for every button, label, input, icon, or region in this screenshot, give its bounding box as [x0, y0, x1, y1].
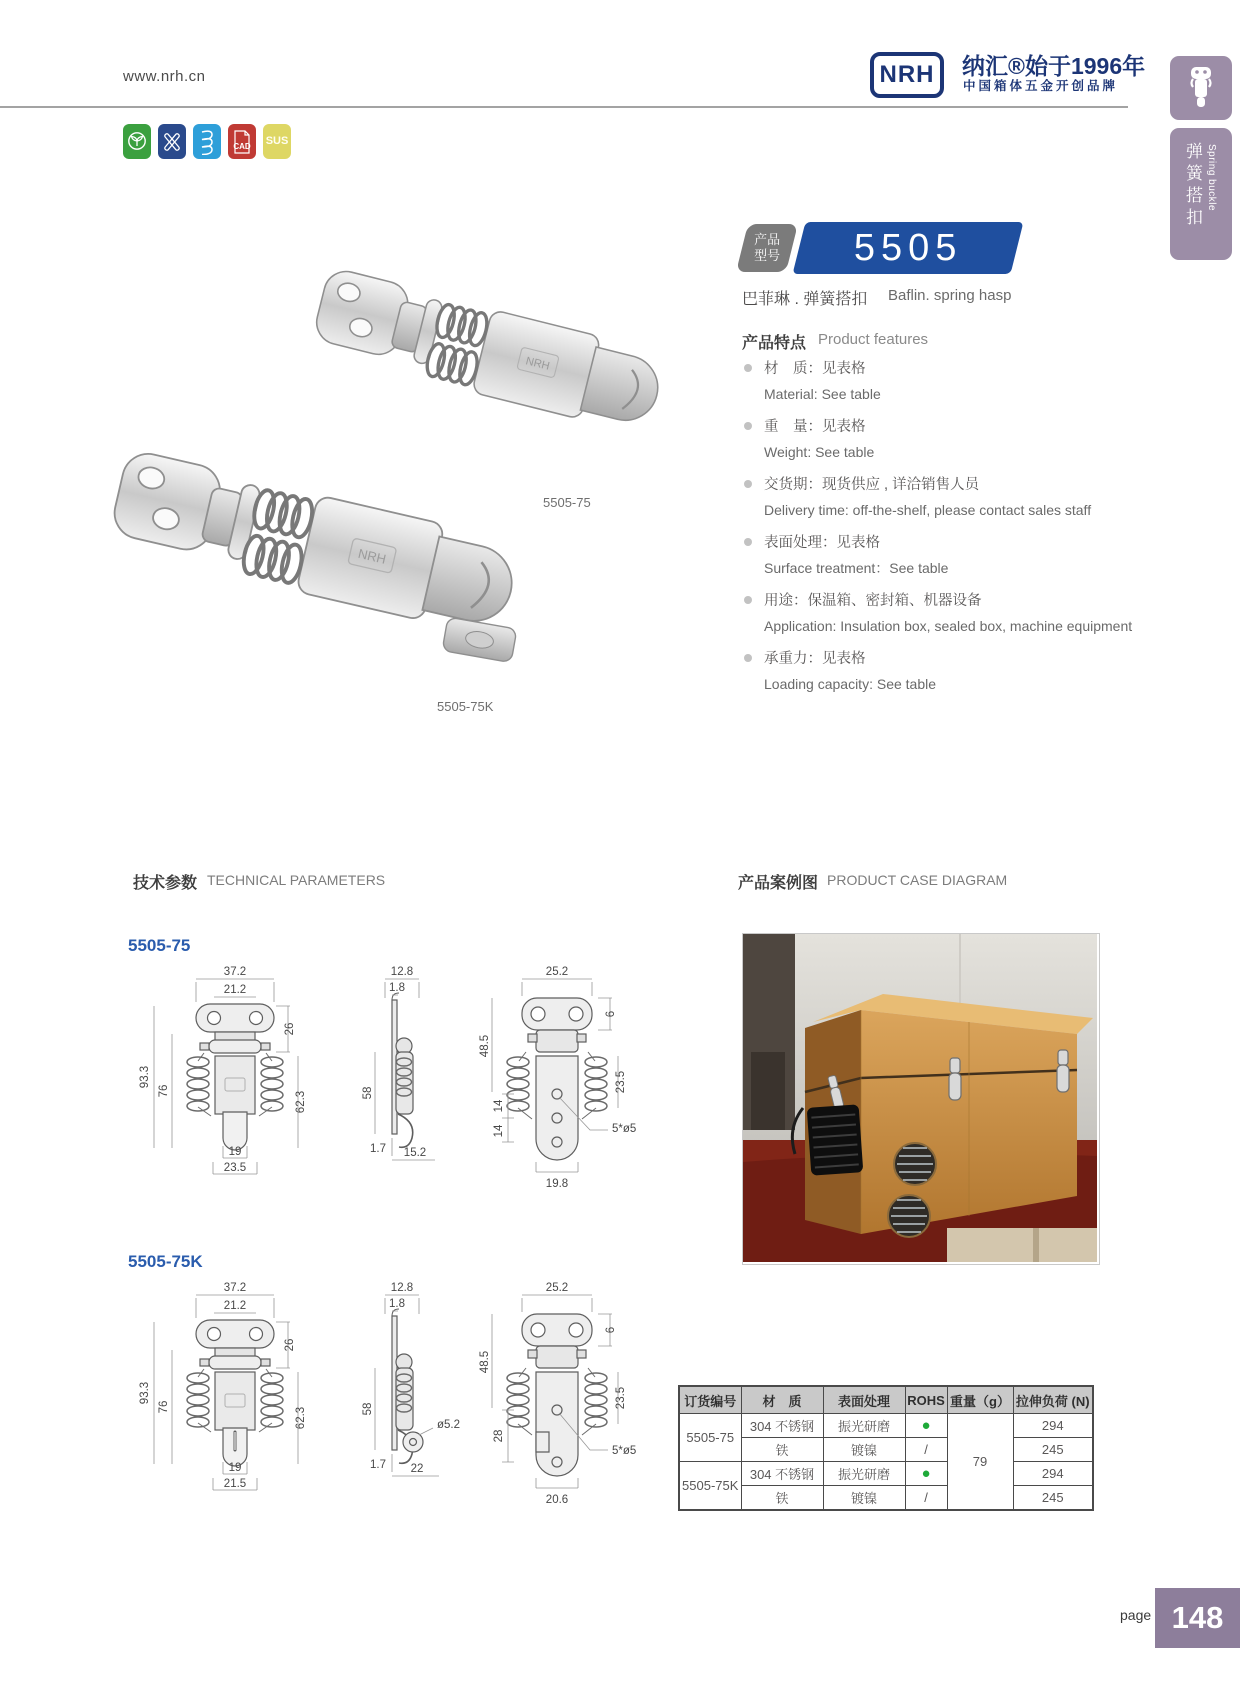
feature-en: Weight: See table: [764, 444, 875, 461]
cell-material: 铁: [741, 1486, 823, 1511]
sus-icon: [263, 124, 291, 159]
brand-title: 纳汇®始于1996年: [962, 53, 1146, 79]
dim: 23.5: [615, 1386, 627, 1410]
feature-en: Application: Insulation box, sealed box, machine equipment: [764, 618, 1133, 635]
cell-material: 304 不锈钢: [741, 1414, 823, 1438]
feature-zh: 交货期：现货供应 , 详洽销售人员: [742, 476, 1134, 494]
model-number: 5505: [853, 226, 963, 269]
category-label-box: [1170, 128, 1232, 260]
page-label: page: [1120, 1607, 1152, 1623]
tech-heading-zh: 技术参数: [133, 875, 198, 892]
dim: 37.2: [223, 1282, 247, 1294]
drawing-5505-75-rear: [462, 966, 647, 1191]
product-case-photo: [742, 933, 1100, 1265]
model-heading-5505-75K: 5505-75K: [128, 1252, 203, 1271]
dim: 1.8: [389, 982, 405, 994]
brand-subtitle: 中国箱体五金开创品牌: [963, 79, 1119, 93]
cell-material: 304 不锈钢: [741, 1462, 823, 1486]
dim: 26: [284, 1338, 296, 1352]
model-badge-number: [793, 222, 1024, 274]
dim: 25.2: [545, 966, 569, 978]
sus-label: SUS: [265, 135, 289, 147]
dim: 62.3: [295, 1406, 307, 1430]
features-heading-en: Product features: [818, 331, 929, 348]
col-rohs: ROHS: [905, 1386, 947, 1414]
rohs-pass-dot: ●: [921, 1465, 931, 1482]
dim: 14: [493, 1099, 505, 1113]
feature-zh: 承重力：见表格: [742, 650, 1134, 668]
dim: 15.2: [403, 1147, 427, 1159]
feature-en: Loading capacity: See table: [764, 676, 937, 693]
dim: 23.5: [615, 1070, 627, 1094]
photo-label-5505-75: 5505-75: [543, 495, 591, 510]
feature-en: Delivery time: off-the-shelf, please contact sales staff: [764, 502, 1092, 519]
drawing-5505-75-front: [130, 966, 345, 1191]
dim: 48.5: [479, 1350, 491, 1374]
col-material: 材 质: [741, 1386, 823, 1414]
table-row: [679, 1486, 1093, 1511]
cell-weight: 79: [947, 1414, 1013, 1511]
feature-item: [742, 476, 1134, 520]
case-heading-en: PRODUCT CASE DIAGRAM: [827, 872, 1008, 888]
cad-icon: [228, 124, 256, 159]
category-label-en: Spring buckle: [1206, 144, 1217, 212]
cell-rohs: [905, 1486, 947, 1511]
dim: 21.5: [223, 1478, 247, 1490]
table-row: [679, 1438, 1093, 1462]
feature-zh: 材 质：见表格: [742, 360, 1134, 378]
dim: 12.8: [390, 966, 414, 978]
cell-rohs: [905, 1462, 947, 1486]
rohs-na: /: [924, 1490, 928, 1505]
dim: 28: [493, 1429, 505, 1443]
feature-zh: 重 量：见表格: [742, 418, 1134, 436]
category-hasp-icon: [1170, 56, 1232, 120]
cell-load: 245: [1013, 1438, 1093, 1462]
rohs-pass-dot: ●: [921, 1417, 931, 1434]
drawing-5505-75K-front: [130, 1282, 345, 1507]
dim: 1.7: [370, 1143, 386, 1155]
dim: 19.8: [545, 1178, 569, 1190]
cell-surface: 镀镍: [823, 1486, 905, 1511]
col-surface: 表面处理: [823, 1386, 905, 1414]
model-heading-5505-75: 5505-75: [128, 936, 191, 955]
spec-table: [678, 1385, 1094, 1511]
cell-load: 294: [1013, 1414, 1093, 1438]
cell-rohs: [905, 1414, 947, 1438]
dim: 58: [362, 1402, 374, 1416]
dim: 19: [228, 1462, 242, 1474]
cell-material: 铁: [741, 1438, 823, 1462]
dim: 93.3: [139, 1381, 151, 1405]
dim-holes: 5*ø5: [612, 1123, 637, 1135]
badge-line2: 型号: [753, 248, 780, 263]
feature-zh: 表面处理：见表格: [742, 534, 1134, 552]
dim: 93.3: [139, 1065, 151, 1089]
header-divider: [0, 106, 1128, 108]
cell-load: 245: [1013, 1486, 1093, 1511]
drawing-5505-75K-rear: [462, 1282, 647, 1507]
dim: 58: [362, 1086, 374, 1100]
category-label-zh: 弹簧搭扣: [1183, 142, 1202, 230]
page-number: 148: [1171, 1600, 1224, 1635]
feature-zh: 用途：保温箱、密封箱、机器设备: [742, 592, 1134, 610]
features-list: [742, 360, 1134, 708]
dim: 1.8: [389, 1298, 405, 1310]
feature-item: [742, 360, 1134, 404]
dim: 37.2: [223, 966, 247, 978]
table-row: [679, 1414, 1093, 1438]
feature-en: Surface treatment：See table: [764, 560, 949, 577]
col-load: 拉伸负荷 (N): [1013, 1386, 1093, 1414]
dim: 6: [605, 1326, 617, 1334]
dim: 12.8: [390, 1282, 414, 1294]
model-badge-prefix: [736, 224, 798, 272]
cert-badges: [123, 124, 291, 159]
table-header-row: [679, 1386, 1093, 1414]
cell-rohs: [905, 1438, 947, 1462]
feature-item: [742, 418, 1134, 462]
table-row: [679, 1462, 1093, 1486]
cell-surface: 振光研磨: [823, 1414, 905, 1438]
feature-item: [742, 592, 1134, 636]
dim-holes: 5*ø5: [612, 1445, 637, 1457]
dim: 21.2: [223, 1300, 247, 1312]
tech-heading-en: TECHNICAL PARAMETERS: [207, 872, 386, 888]
feature-item: [742, 650, 1134, 694]
photo-label-5505-75K: 5505-75K: [437, 699, 494, 714]
dim: 76: [158, 1084, 170, 1098]
cell-surface: 镀镍: [823, 1438, 905, 1462]
cell-load: 294: [1013, 1462, 1093, 1486]
dim: 48.5: [479, 1034, 491, 1058]
tools-icon: [158, 124, 186, 159]
feature-item: [742, 534, 1134, 578]
cell-order-no: 5505-75K: [679, 1462, 741, 1511]
site-url: www.nrh.cn: [123, 68, 206, 85]
drawing-5505-75K-side: [345, 1282, 475, 1507]
product-photo-5505-75K: [88, 412, 588, 712]
dim: 22: [410, 1463, 424, 1475]
eco-icon: [123, 124, 151, 159]
feature-en: Material: See table: [764, 386, 881, 403]
dim-hole: ø5.2: [437, 1419, 461, 1431]
cell-order-no: 5505-75: [679, 1414, 741, 1462]
cad-label: CAD: [233, 142, 251, 151]
spring-icon: [193, 124, 221, 159]
nrh-logo: [870, 52, 944, 98]
dim: 76: [158, 1400, 170, 1414]
dim: 21.2: [223, 984, 247, 996]
product-name-en: Baflin. spring hasp: [888, 287, 1012, 304]
dim: 26: [284, 1022, 296, 1036]
nrh-logo-text: NRH: [879, 61, 935, 88]
case-heading-zh: 产品案例图: [738, 875, 819, 892]
dim: 14: [493, 1124, 505, 1138]
dim: 19: [228, 1146, 242, 1158]
dim: 23.5: [223, 1162, 247, 1174]
fan-grille: [807, 1104, 864, 1175]
dim: 20.6: [545, 1494, 569, 1506]
col-order-no: 订货编号: [679, 1386, 741, 1414]
dim: 62.3: [295, 1090, 307, 1114]
dim: 1.7: [370, 1459, 386, 1471]
features-heading-zh: 产品特点: [742, 335, 807, 352]
cell-surface: 振光研磨: [823, 1462, 905, 1486]
badge-line1: 产品: [753, 232, 780, 248]
dim: 25.2: [545, 1282, 569, 1294]
drawing-5505-75-side: [345, 966, 460, 1191]
dim: 6: [605, 1010, 617, 1018]
page-number-box: [1155, 1588, 1240, 1648]
rohs-na: /: [924, 1442, 928, 1457]
product-name-zh: 巴菲琳 . 弹簧搭扣: [742, 291, 868, 308]
col-weight: 重量（g）: [947, 1386, 1013, 1414]
